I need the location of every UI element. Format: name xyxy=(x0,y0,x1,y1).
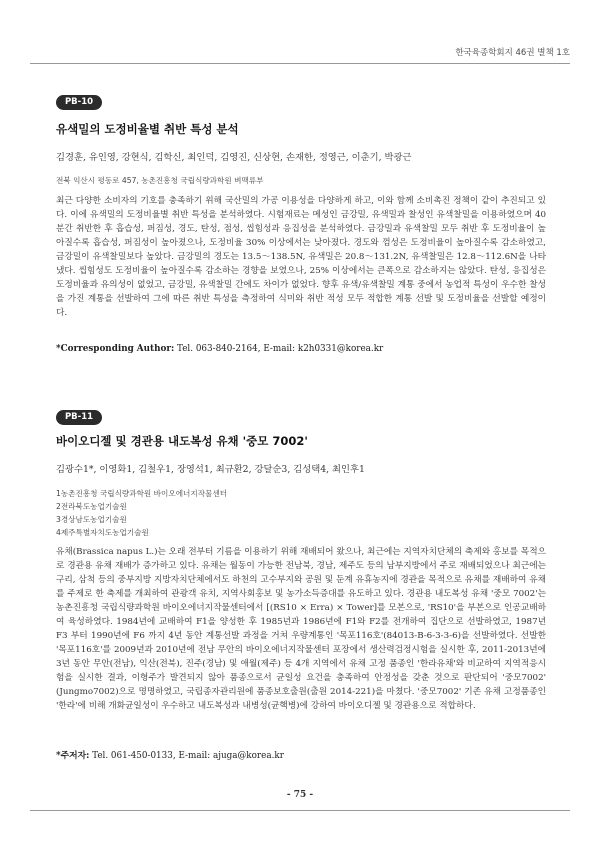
footer-divider xyxy=(30,810,570,811)
corresponding-author-contact: Tel. 063-840-2164, E-mail: k2h0331@korea.kr xyxy=(177,344,384,354)
abstract-body: 유채(Brassica napus L.)는 오래 전부터 기름을 이용하기 위해 재배되어 왔으나, 최근에는 지역자치단체의 축제와 홍보를 목적으로 경관용 유채 재배가 증가하고 있다. 유채는 월동이 가능한 전남북, 경남, 제주도 등의 남부지방에서 주로 재배되었으나 최근에는 구리, 삼척 등의 중부지방 지방자치단체에서도 하천의 고수부지와 공원 및 둔계 유휴농지에 경관을 목적으로 유채를 재배하여 유채를 주제로 한 축제를 개최하여 관광객 유치, 지역사회홍보 및 농가소득증대를 유도하고 있다. 경관용 내도복성 유채 '중모 7002'는 농촌진흥청 국립식량과학원 바이오에너지작물센터에서 [(RS10 × Erra) × Tower]를 모본으로, 'RS10'을 부본으로 인공교배하여 육성하였다. 1984년에 교배하여 F1을 양성한 후 1985년과 1986년에 F1와 F2를 전개하여 집단으로 선발하였고, 1987년 F3 부터 1990년에 F6 까지 4년 동안 계통선발 과정을 거쳐 우량계통인 '목포116호'(84013-B-6-3-3-6)을 선발하였다. 선발한 '목포116호'를 2009년과 2010년에 전남 무안의 바이오에너지작물센터 포장에서 생산력검정시험을 실시한 후, 2011-2013년에 3년 동안 무안(전남), 익산(전북), 진주(경남) 및 애월(제주) 등 4개 지역에서 유채 고정 품종인 '한라유채'와 비교하여 지역적응시험을 실시한 결과, 이형주가 발견되지 않아 품종으로서 균일성 요건을 충족하여 안정성을 갖춘 것으로 판단되어 '중모7002' (Jungmo7002)으로 명명하였고, 국립종자관리원에 품종보호출원(출원 2014-221)을 마쳤다. '중모7002' 기존 유채 고정품종인 '한라'에 비해 개화균일성이 우수하고 내도복성과 내병성(균핵병)에 강하여 바이오디젤 및 경관용으로 적합하다. xyxy=(56,547,546,711)
corresponding-author-contact: Tel. 061-450-0133, E-mail: ajuga@korea.kr xyxy=(92,751,284,761)
abstract-title: 바이오디젤 및 경관용 내도복성 유채 '중모 7002' xyxy=(56,434,308,448)
affiliation-line: 3경상남도농업기술원 xyxy=(56,515,127,524)
abstract-body: 최근 다양한 소비자의 기호를 충족하기 위해 국산밀의 가공 이용성을 다양하게 하고, 이와 함께 소비촉진 정책이 같이 추진되고 있다. 이에 유색밀의 도정비율별 취반 특성을 분석하였다. 시험재료는 메성인 금강밀, 유색밀과 찰성인 유색찰밀을 이용하였으며 40분간 취반한 후 흡습성, 퍼짐성, 경도, 탄성, 점성, 씹힘성과 응집성을 분석하였다. 금강밀과 유색찰밀 모두 취반 후 도정비율이 높아질수록 흡습성, 퍼짐성이 높아졌으나, 도정비율 30% 이상에서는 낮아졌다. 경도와 껌성은 도정비율이 높아질수록 감소하였고, 금강밀이 유색찰밀보다 높았다. 금강밀의 경도는 13.5～138.5N, 유색밀은 20.8～131.2N, 유색찰밀은 12.8～112.6N을 나타냈다. 씹힘성도 도정비율이 높아질수록 감소하는 경향을 보였으나, 25% 이상에서는 큰폭으로 감소하지는 않았다. 탄성, 응집성은 도정비율과 유의성이 없었고, 금강밀, 유색찰밀 간에도 차이가 없었다. 향후 유색/유색찰밀 계통 중에서 농업적 특성이 우수한 찰성을 가진 계통을 선발하여 그에 따른 취반 특성을 측정하여 식미와 취반 적성 모두 적합한 계통 선발 및 도정비율을 선발할 예정이다. xyxy=(56,196,546,318)
abstract-id-badge: PB-11 xyxy=(56,410,102,425)
author-list: 김경훈, 유인영, 강현식, 김학신, 최인덕, 김영진, 신상현, 손재한, 정영근, 이춘기, 박광근 xyxy=(56,152,412,163)
corresponding-author xyxy=(56,344,383,354)
author-list: 김광수1*, 이영화1, 김철우1, 장영석1, 최규환2, 강달순3, 김성택4, 최인후1 xyxy=(56,464,365,475)
corresponding-author xyxy=(56,748,284,761)
corresponding-author-label: *Corresponding Author: xyxy=(56,344,175,354)
journal-header: 한국육종학회지 46권 별책 1호 xyxy=(455,48,570,58)
page-number: - 75 - xyxy=(286,790,314,800)
affiliation-line: 4제주특별자치도농업기술원 xyxy=(56,528,149,537)
abstract-title: 유색밀의 도정비율별 취반 특성 분석 xyxy=(56,122,239,136)
affiliation-line: 전북 익산시 평동로 457, 농촌진흥청 국립식량과학원 벼맥류부 xyxy=(56,176,264,185)
affiliation-line: 2전라북도농업기술원 xyxy=(56,502,127,511)
abstract-id-badge: PB-10 xyxy=(56,95,102,110)
affiliation-line: 1농촌진흥청 국립식량과학원 바이오에너지작물센터 xyxy=(56,489,228,498)
corresponding-author-label: *주저자: xyxy=(56,751,90,761)
header-divider xyxy=(30,63,570,64)
